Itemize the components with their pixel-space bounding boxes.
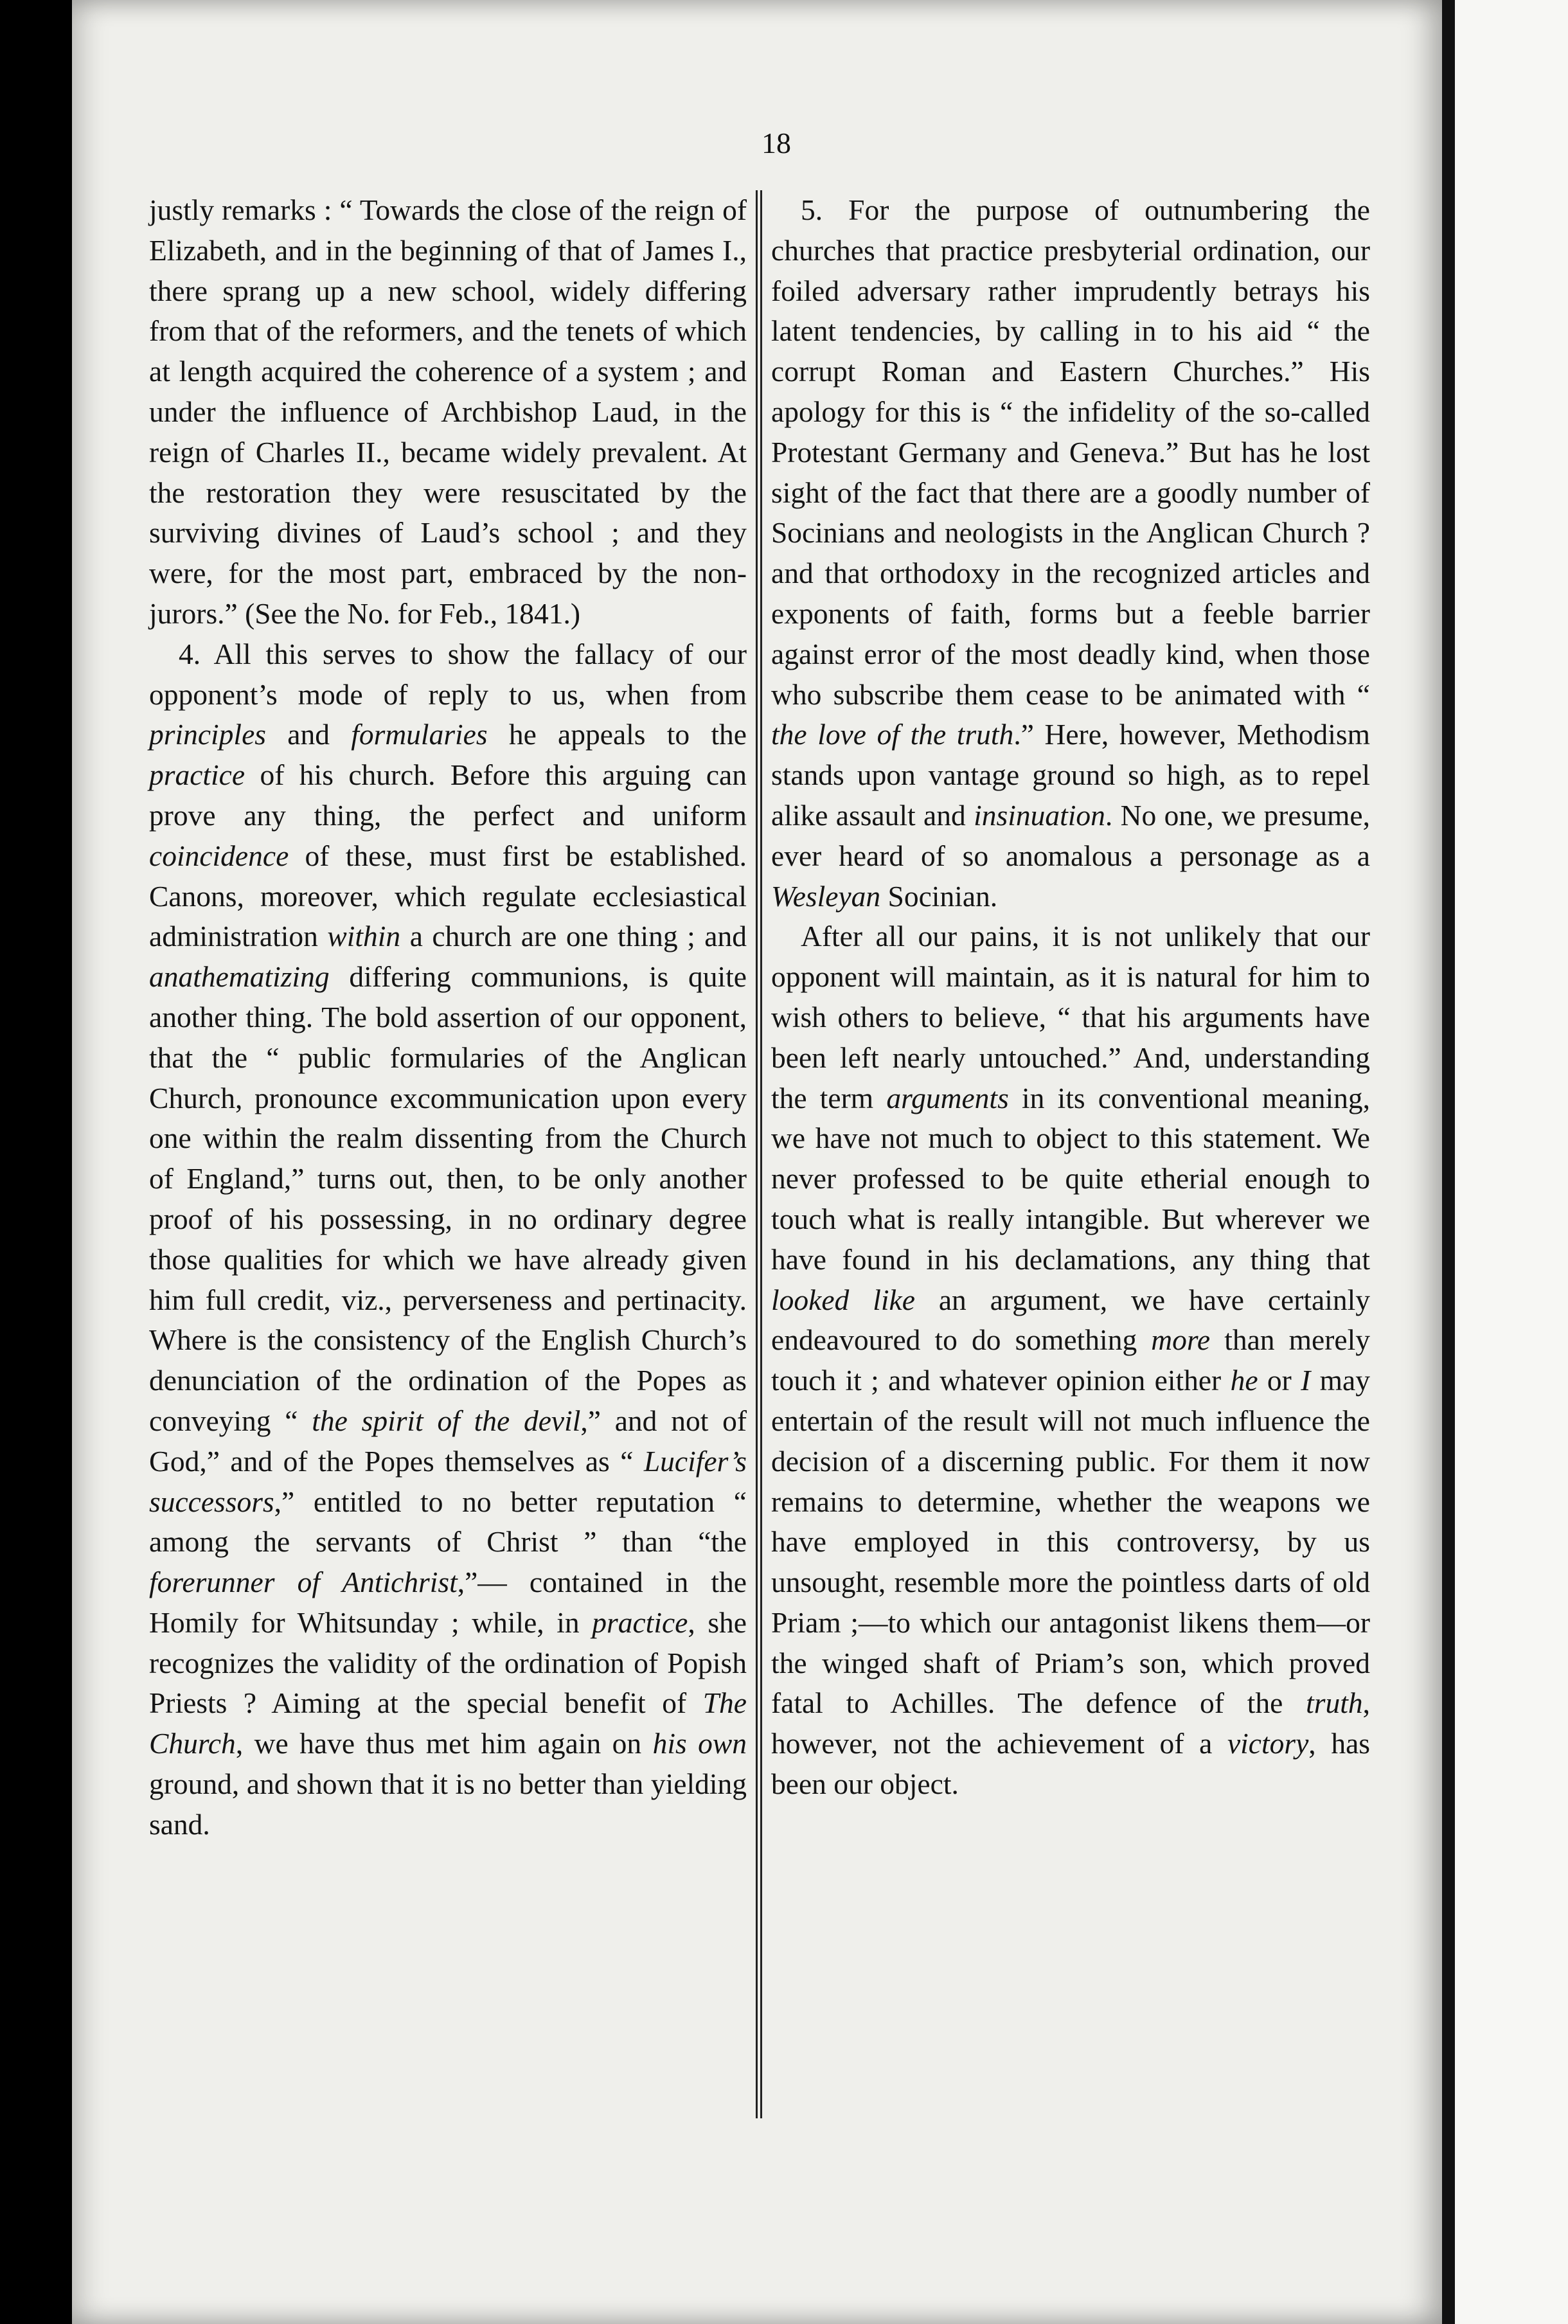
left-paragraph-1: [149, 190, 747, 634]
page-number: 18: [762, 127, 791, 159]
italic-text: the spirit of the devil: [312, 1404, 581, 1437]
italic-text: within: [327, 920, 401, 953]
italic-text: the love of the truth: [771, 718, 1014, 751]
italic-text: truth: [1306, 1686, 1363, 1720]
paragraph-text: .” Here, however, Methodism stands upon vantage ground so high, as to repel alike assault and: [771, 718, 1370, 832]
paragraph-text: After all our pains, it is not unlikely that our opponent will maintain, as it is natural for him to wish others to believe, “ that his arguments have been left nearly untouched.” And, understanding the term: [771, 920, 1370, 1114]
paragraph-text: justly remarks : “ Towards the close of the reign of Elizabeth, and in the beginning of that of James I., there sprang up a new school, widely differing from that of the reformers, and the tenets of which at length acquired the coherence of a system ; and under the influence of Archbishop Laud, in the reign of Charles II., became widely prevalent. At the restoration they were resuscitated by the surviving divines of Laud’s school ; and they were, for the most part, embraced by the non-jurors.” (See the No. for Feb., 1841.): [149, 193, 747, 630]
italic-text: victory: [1227, 1727, 1309, 1760]
paragraph-text: may entertain of the result will not much influence the decision of a discerning public. For them it now remains to determine, whether the weapons we have employed in this controversy, by us unsought, resemble more the pointless darts of old Priam ;—to which our antagonist likens them—or the winged shaft of Priam’s son, which proved fatal to Achilles. The defence of the: [771, 1364, 1370, 1720]
italic-text: practice: [149, 758, 245, 792]
facing-page-edge: [1442, 0, 1568, 2324]
paragraph-text: . No one, we presume, ever heard of so anomalous a personage as a: [771, 798, 1370, 872]
italic-text: The Church: [149, 1686, 747, 1760]
right-paragraph-1: [771, 190, 1370, 916]
italic-text: I: [1301, 1364, 1311, 1397]
paragraph-text: , however, not the achievement of a: [771, 1686, 1370, 1760]
paragraph-text: 5. For the purpose of outnumbering the churches that practice presbyterial ordination, our foiled adversary rather imprudently betrays his latent tendencies, by calling in to his aid “ the corrupt Roman and Eastern Churches.” His apology for this is “ the infidelity of the so-called Protestant Germany and Geneva.” But has he lost sight of the fact that there are a goodly number of Socinians and neologists in the Anglican Church ? and that orthodoxy in the recognized articles and exponents of faith, forms but a feeble barrier against error of the most deadly kind, when those who subscribe them cease to be animated with “: [771, 193, 1370, 711]
paragraph-text: ground, and shown that it is no better than yielding sand.: [149, 1767, 747, 1841]
paragraph-text: , has been our object.: [771, 1727, 1370, 1801]
paragraph-text: of these, must first be established. Canons, moreover, which regulate ecclesiastical administration: [149, 839, 747, 953]
italic-text: insinuation: [974, 798, 1105, 832]
italic-text: coincidence: [149, 839, 289, 872]
italic-text: Lucifer’s successors: [149, 1444, 747, 1518]
paragraph-text: of his church. Before this arguing can prove any thing, the perfect and uniform: [149, 758, 747, 832]
column-rule: [756, 190, 762, 2118]
gutter-shadow: [1442, 0, 1455, 2324]
paragraph-text: 4. All this serves to show the fallacy of our opponent’s mode of reply to us, when from: [149, 637, 747, 711]
right-paragraph-2: [771, 916, 1370, 1805]
italic-text: forerunner of Antichrist: [149, 1566, 458, 1599]
right-column: [771, 190, 1370, 1805]
italic-text: arguments: [886, 1081, 1009, 1114]
paragraph-text: and: [265, 718, 352, 751]
paragraph-text: differing communions, is quite another thing. The bold assertion of our opponent, that the “ public formularies of the Anglican Church, pronounce excommunication upon every one within the realm dissenting from the Church of England,” turns out, then, to be only another proof of his possessing, in no ordinary degree those qualities for which we have already given him full credit, viz., perverseness and pertinacity. Where is the consistency of the English Church’s denunciation of the ordination of the Popes as conveying “: [149, 960, 747, 1437]
paragraph-text: ,” entitled to no better reputation “ among the servants of Christ ” than “the: [149, 1485, 747, 1559]
paragraph-text: ,”— contained in the Homily for Whitsunday ; while, in: [149, 1566, 747, 1639]
paragraph-text: an argument, we have certainly endeavoured to do something: [771, 1283, 1370, 1357]
italic-text: practice: [592, 1605, 688, 1639]
paragraph-text: he appeals to the: [487, 718, 747, 751]
paragraph-text: tangible. But wherever we have found in his declamations, any thing that: [771, 1202, 1370, 1276]
italic-text: formularies: [351, 718, 488, 751]
paragraph-text: or: [1258, 1364, 1301, 1397]
paragraph-text: than merely touch it ; and whatever opinion either: [771, 1323, 1370, 1397]
paragraph-text: ,” and not of God,” and of the Popes themselves as “: [149, 1404, 747, 1478]
paragraph-text: , she recognizes the validity of the ordination of Popish Priests ? Aiming at the special benefit of: [149, 1605, 747, 1720]
paragraph-text: a church are one thing ; and: [400, 920, 747, 953]
paragraph-text: Socinian.: [880, 879, 998, 913]
italic-text: he: [1230, 1364, 1258, 1397]
italic-text: principles: [149, 718, 266, 751]
italic-text: looked like: [771, 1283, 915, 1316]
italic-text: more: [1151, 1323, 1211, 1357]
left-column: [149, 190, 747, 1845]
italic-text: his own: [652, 1727, 747, 1760]
italic-text: anathematizing: [149, 960, 330, 994]
paragraph-text: in its conventional meaning, we have not much to object to this statement. We never professed to be quite etherial enough to touch what is really in: [771, 1081, 1370, 1235]
paragraph-text: , we have thus met him again on: [235, 1727, 653, 1760]
italic-text: Wesleyan: [771, 879, 881, 913]
left-paragraph-2: [149, 634, 747, 1845]
